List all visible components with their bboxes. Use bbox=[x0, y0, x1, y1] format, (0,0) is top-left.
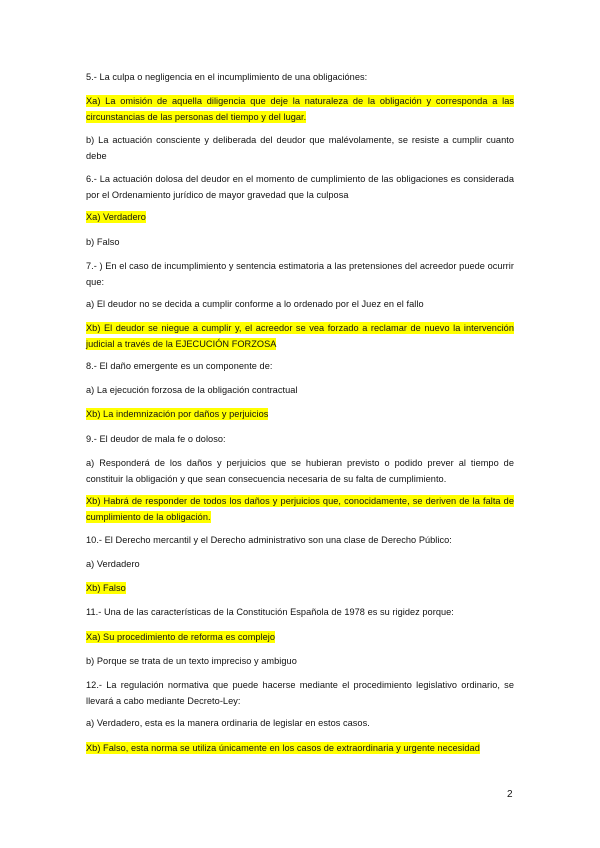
highlighted-text: Xa) Su procedimiento de reforma es complejo bbox=[86, 632, 276, 642]
text: a) Responderá de los daños y perjuicios que se hubieran previsto o podido prever al tiempo de constituir la obligación y que sean consecuencia necesaria de su falta de cumplimiento. bbox=[86, 458, 514, 484]
text: 5.- La culpa o negligencia en el incumplimiento de una obligaciónes: bbox=[86, 72, 368, 82]
answer-10b bbox=[86, 581, 514, 597]
question-7 bbox=[86, 259, 514, 290]
question-10 bbox=[86, 533, 514, 549]
highlighted-text: Xb) El deudor se niegue a cumplir y, el acreedor se vea forzado a reclamar de nuevo la intervención judicial a través de la EJECUCIÓN FORZOSA bbox=[86, 323, 514, 349]
text: 9.- El deudor de mala fe o doloso: bbox=[86, 434, 226, 444]
text: 11.- Una de las características de la Constitución Española de 1978 es su rigidez porque: bbox=[86, 607, 454, 617]
answer-5a bbox=[86, 94, 514, 125]
text: 8.- El daño emergente es un componente de: bbox=[86, 361, 273, 371]
answer-5b bbox=[86, 133, 514, 164]
answer-6a bbox=[86, 210, 514, 226]
text: b) La actuación consciente y deliberada del deudor que malévolamente, se resiste a cumplir cuanto debe bbox=[86, 135, 514, 161]
highlighted-text: Xb) Falso, esta norma se utiliza únicamente en los casos de extraordinaria y urgente necesidad bbox=[86, 743, 480, 753]
answer-8b bbox=[86, 407, 514, 423]
text: b) Porque se trata de un texto impreciso y ambiguo bbox=[86, 656, 297, 666]
text: 10.- El Derecho mercantil y el Derecho administrativo son una clase de Derecho Público: bbox=[86, 535, 452, 545]
text: a) Verdadero bbox=[86, 559, 140, 569]
question-6 bbox=[86, 172, 514, 203]
highlighted-text: Xa) La omisión de aquella diligencia que deje la naturaleza de la obligación y corresponda a las circunstancias de las personas del tiempo y del lugar. bbox=[86, 96, 514, 122]
answer-11a bbox=[86, 630, 514, 646]
answer-9b bbox=[86, 494, 514, 525]
question-8 bbox=[86, 359, 514, 375]
answer-7a bbox=[86, 297, 514, 313]
question-9 bbox=[86, 432, 514, 448]
page-number: 2 bbox=[507, 789, 513, 800]
answer-8a bbox=[86, 383, 514, 399]
highlighted-text: Xb) La indemnización por daños y perjuicios bbox=[86, 409, 269, 419]
highlighted-text: Xb) Falso bbox=[86, 583, 126, 593]
highlighted-text: Xa) Verdadero bbox=[86, 212, 146, 222]
text: b) Falso bbox=[86, 237, 120, 247]
text: a) La ejecución forzosa de la obligación contractual bbox=[86, 385, 298, 395]
text: 12.- La regulación normativa que puede hacerse mediante el procedimiento legislativo ordinario, se llevará a cabo mediante Decreto-Ley: bbox=[86, 680, 514, 706]
highlighted-text: Xb) Habrá de responder de todos los daños y perjuicios que, conocidamente, se deriven de la falta de cumplimiento de la obligación. bbox=[86, 496, 514, 522]
question-5 bbox=[86, 70, 514, 86]
answer-9a bbox=[86, 456, 514, 487]
answer-11b bbox=[86, 654, 514, 670]
question-12 bbox=[86, 678, 514, 709]
text: 7.- ) En el caso de incumplimiento y sentencia estimatoria a las pretensiones del acreedor puede ocurrir que: bbox=[86, 261, 514, 287]
answer-6b bbox=[86, 235, 514, 251]
text: a) Verdadero, esta es la manera ordinaria de legislar en estos casos. bbox=[86, 718, 370, 728]
answer-7b bbox=[86, 321, 514, 352]
answer-10a bbox=[86, 557, 514, 573]
question-11 bbox=[86, 605, 514, 621]
text: 6.- La actuación dolosa del deudor en el momento de cumplimiento de las obligaciones es considerada por el Ordenamiento jurídico de mayor gravedad que la culposa bbox=[86, 174, 514, 200]
answer-12a bbox=[86, 716, 514, 732]
text: a) El deudor no se decida a cumplir conforme a lo ordenado por el Juez en el fallo bbox=[86, 299, 424, 309]
answer-12b bbox=[86, 741, 514, 757]
